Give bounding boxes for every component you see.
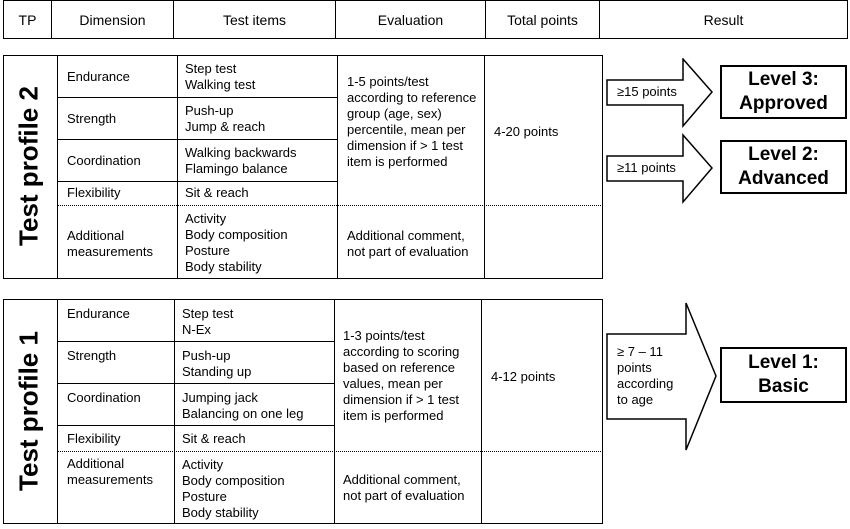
- evaluation-text: 1-3 points/test according to scoring based on reference values, mean per dimension if > 1 test item is performed: [343, 328, 460, 423]
- level-2-box: Level 2: Advanced: [720, 140, 847, 194]
- dimension-flexibility: Flexibility: [67, 185, 121, 200]
- evaluation-text: 1-5 points/test according to reference group (age, sex) percentile, mean per dimension if > 1 test item is performed: [347, 74, 477, 169]
- additional-evaluation-text: Additional comment, not part of evaluation: [343, 472, 465, 503]
- test-items-strength: Push-up Jump & reach: [185, 103, 266, 134]
- header-result: Result: [600, 0, 848, 39]
- threshold-level-3: ≥15 points: [617, 84, 677, 99]
- threshold-level-1: ≥ 7 – 11 points according to age: [617, 344, 674, 407]
- level-1-box: Level 1: Basic: [720, 347, 847, 403]
- test-items-additional: Activity Body composition Posture Body stability: [182, 457, 285, 520]
- test-items-coordination: Walking backwards Flamingo balance: [185, 145, 297, 176]
- header-total-points: Total points: [486, 0, 600, 39]
- test-items-flexibility: Sit & reach: [182, 431, 246, 446]
- total-points: 4-12 points: [491, 369, 556, 384]
- total-points: 4-20 points: [494, 124, 559, 139]
- dimension-flexibility: Flexibility: [67, 431, 121, 446]
- header-test-items: Test items: [174, 0, 336, 39]
- dimension-strength: Strength: [67, 111, 117, 126]
- profile-2-label: Test profile 2: [13, 86, 44, 246]
- dimension-coordination: Coordination: [67, 153, 141, 168]
- dimension-strength: Strength: [67, 348, 117, 363]
- dimension-endurance: Endurance: [67, 306, 130, 321]
- test-items-coordination: Jumping jack Balancing on one leg: [182, 390, 304, 421]
- additional-evaluation-text: Additional comment, not part of evaluation: [347, 228, 469, 259]
- dimension-additional: Additional measurements: [67, 456, 153, 487]
- header-dimension: Dimension: [52, 0, 174, 39]
- threshold-level-2: ≥11 points: [617, 160, 676, 175]
- level-3-box: Level 3: Approved: [720, 65, 847, 119]
- dimension-coordination: Coordination: [67, 390, 141, 405]
- test-items-strength: Push-up Standing up: [182, 348, 252, 379]
- header-tp: TP: [3, 0, 52, 39]
- dimension-additional: Additional measurements: [67, 228, 153, 259]
- test-items-endurance: Step test N-Ex: [182, 306, 234, 337]
- profile-1-label: Test profile 1: [13, 331, 44, 491]
- result-arrows: [606, 58, 714, 208]
- test-items-endurance: Step test Walking test: [185, 61, 256, 92]
- dimension-endurance: Endurance: [67, 69, 130, 84]
- test-items-flexibility: Sit & reach: [185, 185, 249, 200]
- header-evaluation: Evaluation: [336, 0, 486, 39]
- test-items-additional: Activity Body composition Posture Body stability: [185, 211, 288, 274]
